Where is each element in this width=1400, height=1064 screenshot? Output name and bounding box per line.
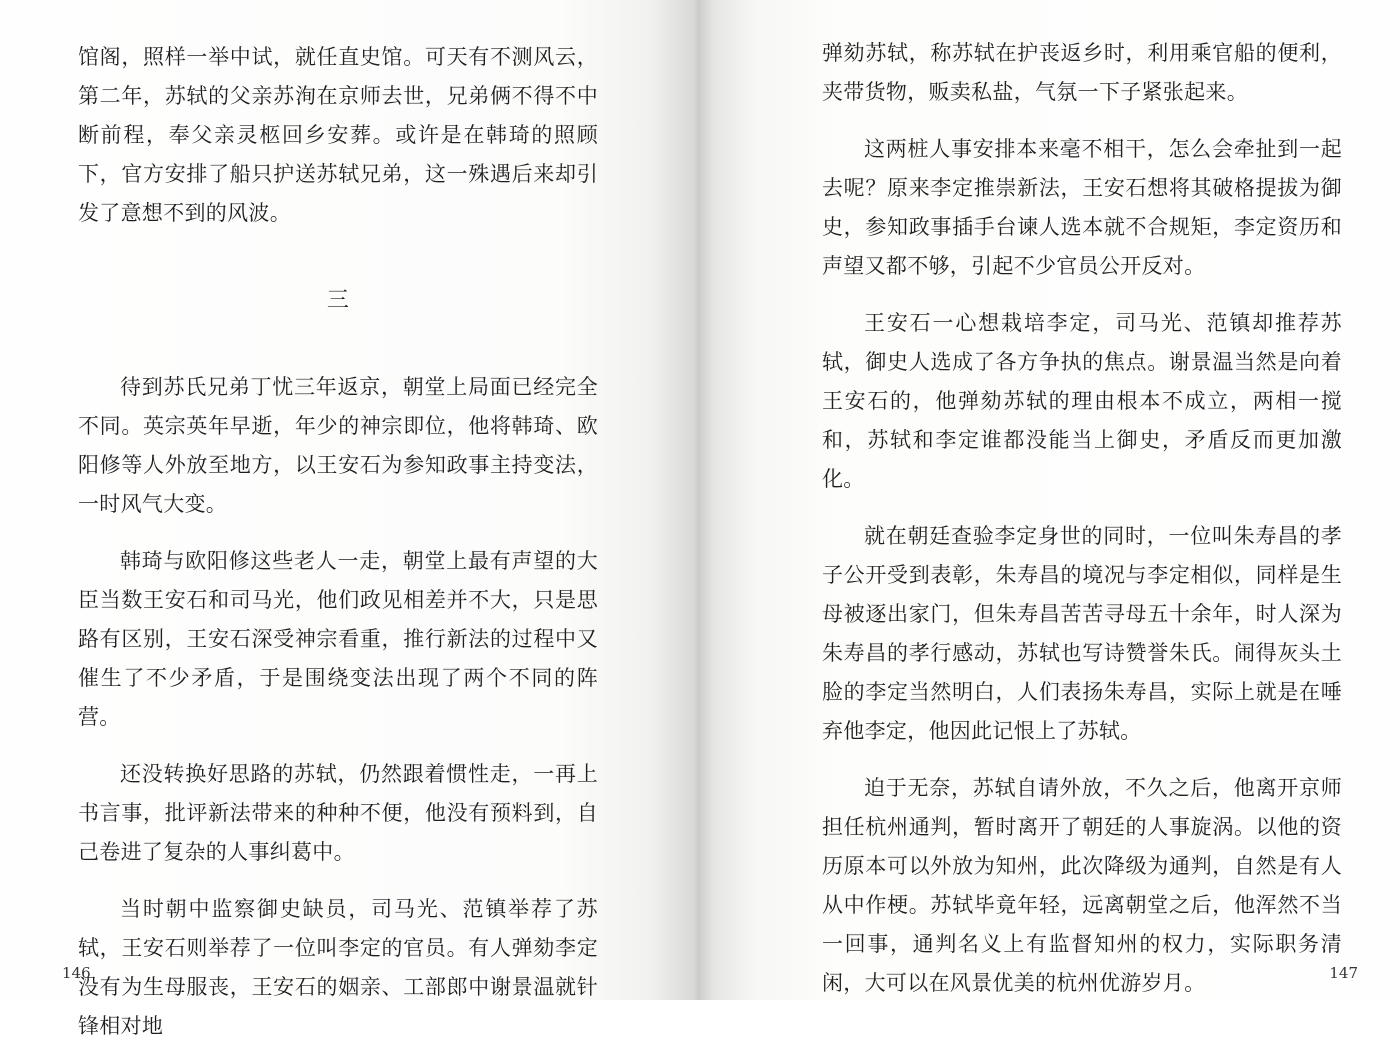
- paragraph: 韩琦与欧阳修这些老人一走，朝堂上最有声望的大臣当数王安石和司马光，他们政见相差并不大，只是思路有区别，王安石深受神宗看重，推行新法的过程中又催生了不少矛盾，于是围绕变法出现了两个不同的阵营。: [78, 549, 598, 729]
- left-page-text: [78, 38, 598, 1064]
- paragraph: 迫于无奈，苏轼自请外放，不久之后，他离开京师担任杭州通判，暂时离开了朝廷的人事旋涡。以他的资历原本可以外放为知州，此次降级为通判，自然是有人从中作梗。苏轼毕竟年轻，远离朝堂之后，他浑然不当一回事，通判名义上有监督知州的权力，实际职务清闲，大可以在风景优美的杭州优游岁月。: [822, 776, 1342, 995]
- paragraph: 这两桩人事安排本来毫不相干，怎么会牵扯到一起去呢？原来李定推崇新法，王安石想将其破格提拔为御史，参知政事插手台谏人选本就不合规矩，李定资历和声望又都不够，引起不少官员公开反对。: [822, 137, 1342, 278]
- paragraph: 待到苏氏兄弟丁忧三年返京，朝堂上局面已经完全不同。英宗英年早逝，年少的神宗即位，他将韩琦、欧阳修等人外放至地方，以王安石为参知政事主持变法，一时风气大变。: [78, 375, 598, 516]
- page-number: 147: [1329, 964, 1358, 982]
- paragraph: 还没转换好思路的苏轼，仍然跟着惯性走，一再上书言事，批评新法带来的种种不便，他没有预料到，自己卷进了复杂的人事纠葛中。: [78, 762, 598, 864]
- paragraph: 当时朝中监察御史缺员，司马光、范镇举荐了苏轼，王安石则举荐了一位叫李定的官员。有人弹劾李定没有为生母服丧，王安石的姻亲、工部郎中谢景温就针锋相对地: [78, 897, 598, 1038]
- page-number: 146: [62, 964, 91, 982]
- paragraph: 就在朝廷查验李定身世的同时，一位叫朱寿昌的孝子公开受到表彰，朱寿昌的境况与李定相似，同样是生母被逐出家门，但朱寿昌苦苦寻母五十余年，时人深为朱寿昌的孝行感动，苏轼也写诗赞誉朱氏。闹得灰头土脸的李定当然明白，人们表扬朱寿昌，实际上就是在唾弃他李定，他因此记恨上了苏轼。: [822, 524, 1342, 743]
- paragraph: 王安石一心想栽培李定，司马光、范镇却推荐苏轼，御史人选成了各方争执的焦点。谢景温当然是向着王安石的，他弹劾苏轼的理由根本不成立，两相一搅和，苏轼和李定谁都没能当上御史，矛盾反而更加激化。: [822, 311, 1342, 491]
- section-heading: 三: [326, 288, 350, 313]
- right-page-text: [822, 34, 1342, 1021]
- left-page: [0, 0, 700, 1038]
- continued-paragraph: 弹劾苏轼，称苏轼在护丧返乡时，利用乘官船的便利，夹带货物，贩卖私盐，气氛一下子紧张起来。: [822, 41, 1342, 104]
- continued-paragraph: 馆阁，照样一举中试，就任直史馆。可天有不测风云，第二年，苏轼的父亲苏洵在京师去世，兄弟俩不得不中断前程，奉父亲灵柩回乡安葬。或许是在韩琦的照顾下，官方安排了船只护送苏轼兄弟，这一殊遇后来却引发了意想不到的风波。: [78, 45, 598, 225]
- right-page: [700, 0, 1400, 1000]
